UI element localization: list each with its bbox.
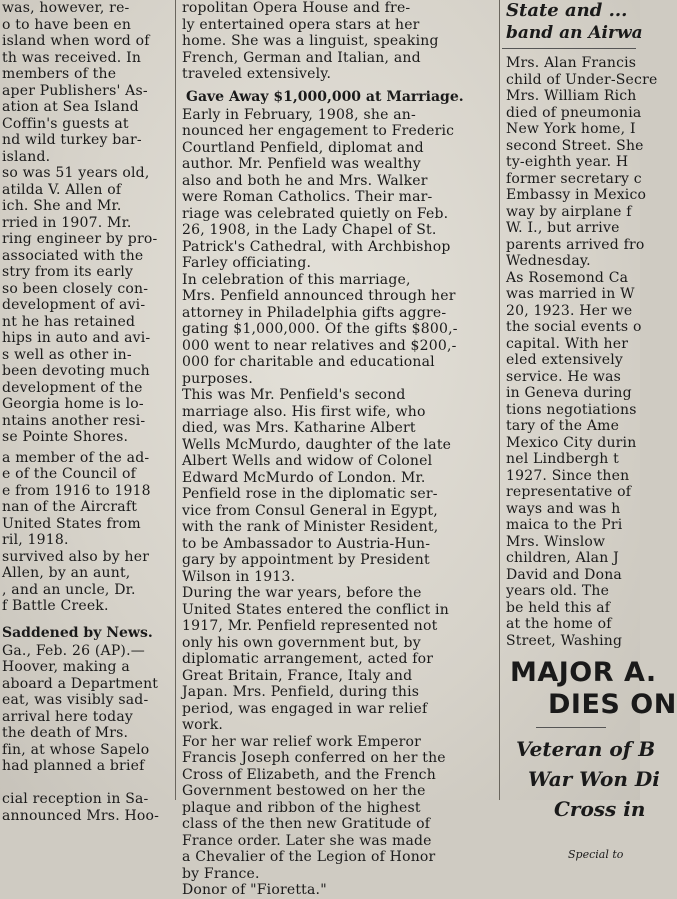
text-line: Ga., Feb. 26 (AP).— <box>2 642 145 659</box>
text-line: nounced her engagement to Frederic <box>182 123 455 139</box>
text-line: Mexico City durin <box>506 434 637 451</box>
text-line <box>0 775 172 792</box>
text-line: s well as other in- <box>2 346 132 363</box>
text-line: Georgia home is lo- <box>2 396 144 412</box>
text-line: child of Under-Secre <box>506 71 658 88</box>
text-line: also and both he and Mrs. Walker <box>182 172 428 189</box>
text-line: nel Lindbergh t <box>506 451 619 467</box>
text-line: Francis Joseph conferred on her the <box>182 750 446 766</box>
text-line: so was 51 years old, <box>2 165 150 181</box>
text-line: Wednesday. <box>506 253 591 269</box>
text-line: 1917, Mr. Penfield represented not <box>182 618 438 634</box>
right-headline-top: State and ... <box>506 0 628 21</box>
text-line: 000 went to near relatives and $200,- <box>182 337 457 354</box>
text-line: arrival here today <box>2 708 133 725</box>
text-line: nd wild turkey bar- <box>2 132 142 148</box>
text-line: island when word of <box>2 33 150 49</box>
text-line: ty-eighth year. H <box>506 154 629 170</box>
left-column <box>0 0 172 824</box>
text-line: hips in auto and avi- <box>2 330 151 346</box>
text-line: class of the then new Gratitude of <box>182 816 431 832</box>
text-line: eled extensively <box>506 352 624 368</box>
text-line: stry from its early <box>2 264 134 280</box>
text-line: ring engineer by pro- <box>2 231 158 247</box>
text-line: former secretary c <box>506 170 642 187</box>
text-line: rried in 1907. Mr. <box>2 214 132 231</box>
text-line: by France. <box>182 865 260 882</box>
text-line: cial reception in Sa- <box>2 791 149 807</box>
dateline: Special to <box>568 848 624 861</box>
text-line: died of pneumonia <box>506 104 642 121</box>
text-line: in Geneva during <box>506 385 632 401</box>
text-line: 1927. Since then <box>506 467 630 484</box>
column-rule-right <box>499 0 500 800</box>
text-line: New York home, I <box>506 121 636 137</box>
text-line: Cross of Elizabeth, and the French <box>182 766 436 783</box>
text-line: Embassy in Mexico <box>506 187 647 203</box>
text-line: capital. With her <box>506 335 629 352</box>
text-line: ways and was h <box>506 500 621 517</box>
text-line: attorney in Philadelphia gifts aggre- <box>182 304 447 321</box>
text-line: Japan. Mrs. Penfield, during this <box>182 684 420 700</box>
text-line: service. He was <box>506 368 622 385</box>
text-line: only his own government but, by <box>182 634 421 651</box>
text-line: W. I., but arrive <box>506 220 620 236</box>
obituary-deck-line-3: Cross in <box>554 797 646 821</box>
right-article-body <box>502 55 658 649</box>
text-line: Courtland Penfield, diplomat and <box>182 139 424 156</box>
text-line: parents arrived fro <box>506 236 645 253</box>
text-line: For her war relief work Emperor <box>182 733 422 750</box>
text-line: development of avi- <box>2 297 146 313</box>
text-line: had planned a brief <box>2 758 145 774</box>
text-line: f Battle Creek. <box>2 598 109 614</box>
text-line: Penfield rose in the diplomatic ser- <box>182 486 438 502</box>
text-line: the death of Mrs. <box>2 725 129 741</box>
text-line: nt he has retained <box>2 313 136 330</box>
text-line: Mrs. Alan Francis <box>506 55 637 71</box>
text-line: Wells McMurdo, daughter of the late <box>182 436 452 453</box>
text-line: o to have been en <box>2 16 132 33</box>
text-line: years old. The <box>506 583 610 599</box>
obituary-headline-line-2: DIES ON <box>548 689 677 720</box>
text-line: As Rosemond Ca <box>506 269 629 286</box>
text-line: at the home of <box>506 616 612 632</box>
text-line: author. Mr. Penfield was wealthy <box>182 156 421 172</box>
text-line: aper Publishers' As- <box>2 82 148 99</box>
right-column <box>502 0 677 861</box>
text-line: fin, at whose Sapelo <box>2 741 150 758</box>
text-line: e from 1916 to 1918 <box>2 482 151 499</box>
text-line: Coffin's guests at <box>2 115 129 132</box>
text-line: to be Ambassador to Austria-Hun- <box>182 535 431 552</box>
text-line: representative of <box>506 484 632 500</box>
text-line: France order. Later she was made <box>182 832 432 849</box>
text-line: Albert Wells and widow of Colonel <box>182 453 433 469</box>
obituary-deck-line-1: Veteran of B <box>516 737 656 761</box>
text-line: was, however, re- <box>2 0 130 16</box>
text-line: 000 for charitable and educational <box>182 354 435 370</box>
text-line: nan of the Aircraft <box>2 499 138 515</box>
left-article-bottom <box>0 643 172 825</box>
text-line: marriage also. His first wife, who <box>182 403 426 420</box>
left-subhead: Saddened by News. <box>2 624 153 641</box>
text-line: ropolitan Opera House and fre- <box>182 0 411 16</box>
text-line: ation at Sea Island <box>2 99 139 115</box>
text-line: se Pointe Shores. <box>2 429 129 445</box>
text-line: United States from <box>2 515 141 532</box>
text-line: ich. She and Mr. <box>2 198 122 214</box>
text-line: riage was celebrated quietly on Feb. <box>182 205 449 222</box>
text-line: Hoover, making a <box>2 659 130 675</box>
text-line: Street, Washing <box>506 632 623 649</box>
text-line: 26, 1908, in the Lady Chapel of St. <box>182 222 437 238</box>
text-line: Mrs. William Rich <box>506 88 637 104</box>
text-line: members of the <box>2 66 117 82</box>
text-line: Government bestowed on her the <box>182 783 426 799</box>
text-line: island. <box>2 148 51 165</box>
text-line: a member of the ad- <box>2 449 150 466</box>
text-line: 20, 1923. Her we <box>506 302 633 319</box>
text-line: Great Britain, France, Italy and <box>182 667 413 684</box>
text-line: period, was engaged in war relief <box>182 700 428 717</box>
text-line: tary of the Ame <box>506 418 620 434</box>
headline-rule <box>502 48 636 49</box>
text-line: purposes. <box>182 370 253 387</box>
text-line: died, was Mrs. Katharine Albert <box>182 420 416 436</box>
text-line: be held this af <box>506 599 611 616</box>
text-line: French, German and Italian, and <box>182 49 421 66</box>
text-line: work. <box>182 717 224 733</box>
text-line: gating $1,000,000. Of the gifts $800,- <box>182 321 458 337</box>
text-line: a Chevalier of the Legion of Honor <box>182 849 436 865</box>
text-line: second Street. She <box>506 137 644 154</box>
text-line: th was received. In <box>2 49 142 66</box>
text-line: aboard a Department <box>2 675 159 692</box>
text-line: home. She was a linguist, speaking <box>182 33 439 49</box>
text-line: associated with the <box>2 247 144 264</box>
left-article-top <box>0 0 172 446</box>
text-line: Donor of "Fioretta." <box>182 882 327 898</box>
text-line: Patrick's Cathedral, with Archbishop <box>182 238 451 255</box>
text-line: , and an uncle, Dr. <box>2 581 136 598</box>
text-line: children, Alan J <box>506 550 619 566</box>
text-line: Mrs. Winslow <box>506 533 606 550</box>
text-line: Wilson in 1913. <box>182 568 296 585</box>
text-line: e of the Council of <box>2 466 137 482</box>
text-line: Edward McMurdo of London. Mr. <box>182 469 426 486</box>
headline-divider <box>536 727 606 728</box>
middle-article-top <box>178 0 496 83</box>
text-line: so been closely con- <box>2 280 149 297</box>
text-line: Farley officiating. <box>182 255 312 271</box>
text-line: gary by appointment by President <box>182 552 430 568</box>
text-line: David and Dona <box>506 566 622 583</box>
text-line: ntains another resi- <box>2 412 146 429</box>
text-line: diplomatic arrangement, acted for <box>182 651 434 667</box>
text-line: plaque and ribbon of the highest <box>182 799 421 816</box>
text-line: traveled extensively. <box>182 66 332 82</box>
text-line: with the rank of Minister Resident, <box>182 519 439 535</box>
column-rule-left <box>175 0 176 800</box>
text-line: This was Mr. Penfield's second <box>182 387 406 403</box>
middle-column <box>178 0 496 899</box>
text-line: Mrs. Penfield announced through her <box>182 288 456 304</box>
middle-subhead: Gave Away $1,000,000 at Marriage. <box>186 88 464 105</box>
text-line: was married in W <box>506 286 635 302</box>
text-line: been devoting much <box>2 363 150 379</box>
obituary-headline-line-1: MAJOR A. <box>510 657 657 688</box>
text-line: ly entertained opera stars at her <box>182 16 420 33</box>
text-line: eat, was visibly sad- <box>2 692 149 708</box>
right-headline: band an Airwa <box>506 23 643 43</box>
text-line: atilda V. Allen of <box>2 181 122 198</box>
text-line: way by airplane f <box>506 203 632 220</box>
text-line: announced Mrs. Hoo- <box>2 807 160 824</box>
text-line: ril, 1918. <box>2 532 69 548</box>
text-line: vice from Consul General in Egypt, <box>182 502 438 519</box>
text-line: tions negotiations <box>506 401 637 418</box>
text-line: maica to the Pri <box>506 517 623 533</box>
text-line: development of the <box>2 379 143 396</box>
obituary-deck-line-2: War Won Di <box>528 767 660 791</box>
text-line: Allen, by an aunt, <box>2 565 131 581</box>
text-line: survived also by her <box>2 548 150 565</box>
left-article-middle <box>0 450 172 615</box>
text-line: were Roman Catholics. Their mar- <box>182 189 433 205</box>
text-line: Early in February, 1908, she an- <box>182 106 416 123</box>
text-line: United States entered the conflict in <box>182 601 449 618</box>
text-line: the social events o <box>506 319 642 335</box>
text-line: In celebration of this marriage, <box>182 271 411 288</box>
middle-article-body <box>178 107 496 899</box>
text-line: During the war years, before the <box>182 585 422 601</box>
